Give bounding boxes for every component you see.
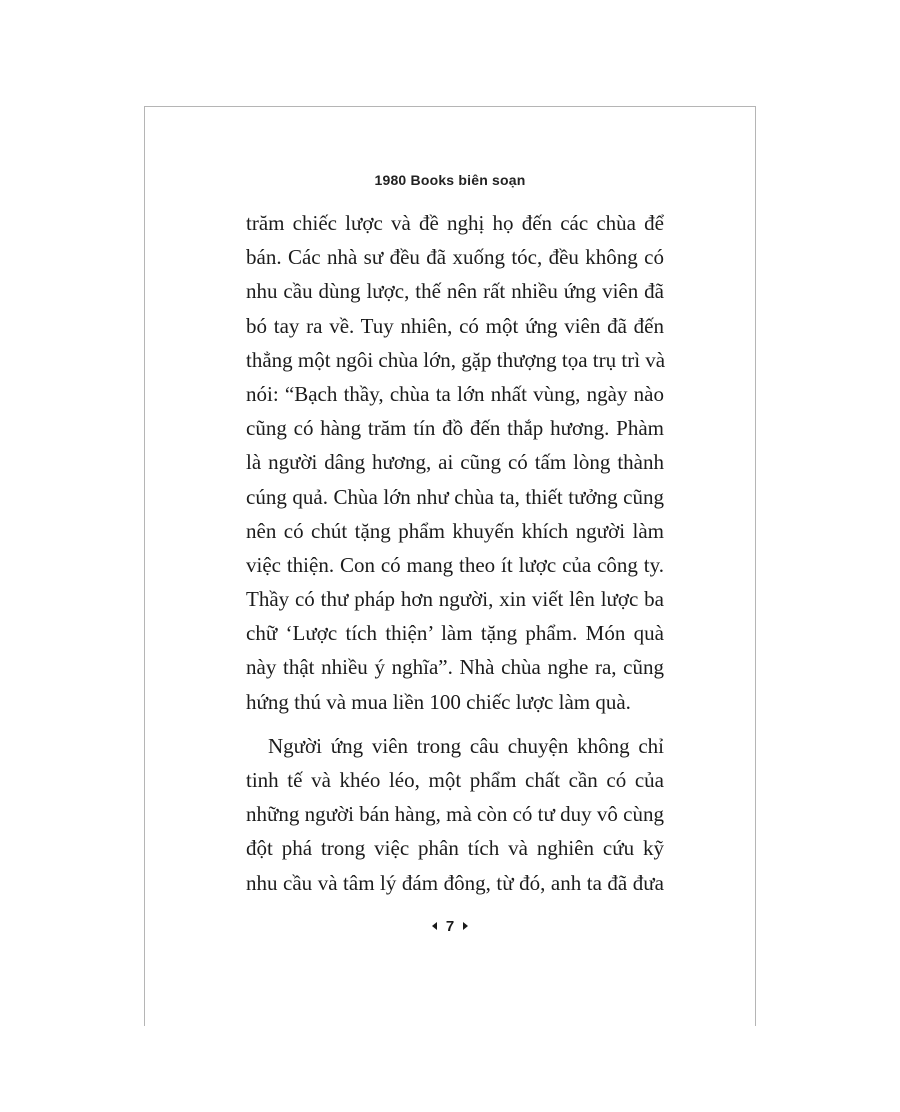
text-line: trăm chiếc lược và đề nghị họ đến các chùa để [246,211,664,235]
page-number-indicator [144,918,756,935]
text-line: nhu cầu dùng lược, thế nên rất nhiều ứng viên đã [246,279,664,304]
text-line: Người ứng viên trong câu chuyện không chỉ [268,733,664,758]
triangle-left-icon [432,922,437,930]
text-line: nên có chút tặng phẩm khuyến khích người làm [246,518,664,543]
running-header: 1980 Books biên soạn [374,172,526,188]
text-line: cúng quả. Chùa lớn như chùa ta, thiết tưởng cũng [246,484,664,509]
paragraph-2 [246,729,664,900]
text-line: nhu cầu và tâm lý đám đông, từ đó, anh ta đã đưa [246,870,664,895]
text-line: những người bán hàng, mà còn có tư duy vô cùng [246,802,664,827]
text-line: cũng có hàng trăm tín đồ đến thắp hương. Phàm [246,416,664,441]
text-line: nói: “Bạch thầy, chùa ta lớn nhất vùng, ngày nào [246,381,664,406]
text-line: là người dâng hương, ai cũng có tấm lòng thành [246,450,664,475]
text-line: tinh tế và khéo léo, một phẩm chất cần có của [246,768,664,792]
page-number: 7 [445,918,455,935]
text-line: này thật nhiều ý nghĩa”. Nhà chùa nghe ra, cũng [246,655,664,680]
text-line: Thầy có thư pháp hơn người, xin viết lên lược ba [246,587,664,612]
text-line: bó tay ra về. Tuy nhiên, có một ứng viên đã đến [246,313,664,338]
triangle-right-icon [463,922,468,930]
text-line: chữ ‘Lược tích thiện’ làm tặng phẩm. Món quà [246,621,664,646]
paragraph-1 [246,206,664,719]
body-text [246,206,664,900]
text-line: bán. Các nhà sư đều đã xuống tóc, đều không có [246,245,664,270]
text-line: thẳng một ngôi chùa lớn, gặp thượng tọa trụ trì và [246,347,666,372]
text-line: hứng thú và mua liền 100 chiếc lược làm quà. [246,689,631,714]
text-line: đột phá trong việc phân tích và nghiên cứu kỹ [246,836,664,861]
text-line: việc thiện. Con có mang theo ít lược của công ty. [246,552,664,577]
